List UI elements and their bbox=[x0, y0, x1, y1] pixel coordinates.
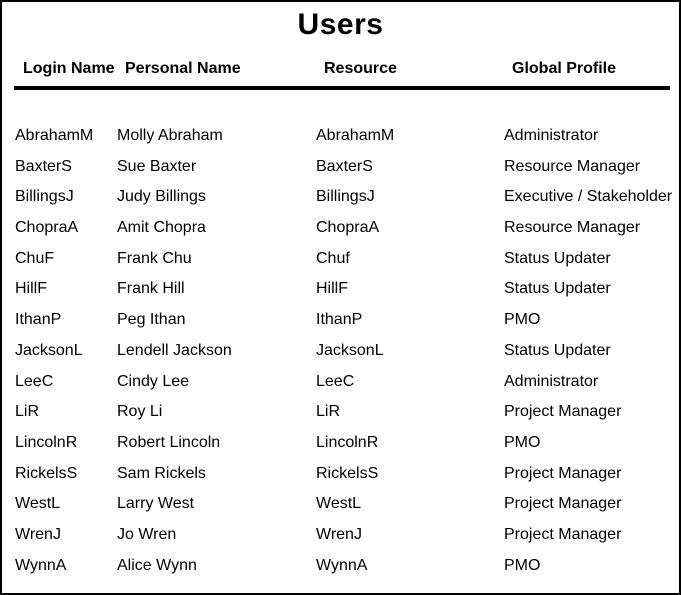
cell-resource: AbrahamM bbox=[316, 127, 395, 144]
cell-personal-name: Alice Wynn bbox=[117, 556, 197, 574]
cell-personal-name: Frank Hill bbox=[117, 280, 185, 298]
table-row bbox=[2, 428, 679, 459]
cell-global-profile: Status Updater bbox=[504, 341, 611, 359]
table-row bbox=[2, 213, 679, 244]
table-header-row bbox=[2, 59, 679, 79]
cell-global-profile: Project Manager bbox=[504, 464, 622, 482]
table-row bbox=[2, 367, 679, 398]
table-row bbox=[2, 520, 679, 551]
cell-personal-name: Amit Chopra bbox=[117, 219, 206, 237]
cell-personal-name: Jo Wren bbox=[117, 525, 177, 543]
cell-personal-name: Sue Baxter bbox=[117, 157, 197, 175]
table-row bbox=[2, 244, 679, 275]
cell-login-name: ChuF bbox=[15, 249, 55, 267]
column-header-resource: Resource bbox=[324, 60, 397, 77]
cell-global-profile: Status Updater bbox=[504, 280, 611, 298]
column-header-personal-name: Personal Name bbox=[125, 60, 241, 77]
cell-resource: WynnA bbox=[316, 556, 368, 574]
cell-personal-name: Molly Abraham bbox=[117, 127, 223, 144]
table-row bbox=[2, 152, 679, 183]
cell-login-name: AbrahamM bbox=[15, 127, 94, 144]
cell-personal-name: Cindy Lee bbox=[117, 372, 190, 390]
cell-resource: Chuf bbox=[316, 249, 350, 267]
cell-login-name: WynnA bbox=[15, 556, 67, 574]
cell-global-profile: Project Manager bbox=[504, 403, 622, 421]
table-row bbox=[2, 182, 679, 213]
table-body bbox=[2, 121, 679, 581]
cell-login-name: ChopraA bbox=[15, 219, 79, 237]
cell-personal-name: Frank Chu bbox=[117, 249, 192, 267]
cell-personal-name: Sam Rickels bbox=[117, 464, 206, 482]
cell-global-profile: PMO bbox=[504, 433, 541, 451]
cell-login-name: IthanP bbox=[15, 311, 62, 329]
cell-resource: WrenJ bbox=[316, 525, 362, 543]
page-title: Users bbox=[297, 8, 384, 41]
users-report-page bbox=[2, 7, 679, 581]
cell-resource: LincolnR bbox=[316, 433, 379, 451]
cell-login-name: LiR bbox=[15, 403, 40, 421]
table-row bbox=[2, 336, 679, 367]
cell-global-profile: Status Updater bbox=[504, 249, 611, 267]
table-row bbox=[2, 305, 679, 336]
cell-resource: HillF bbox=[316, 280, 348, 298]
cell-global-profile: PMO bbox=[504, 556, 541, 574]
cell-resource: BillingsJ bbox=[316, 188, 375, 206]
cell-login-name: HillF bbox=[15, 280, 47, 298]
cell-personal-name: Roy Li bbox=[117, 403, 163, 421]
cell-login-name: JacksonL bbox=[15, 341, 83, 359]
cell-resource: BaxterS bbox=[316, 157, 373, 175]
table-row bbox=[2, 121, 679, 152]
cell-resource: ChopraA bbox=[316, 219, 380, 237]
table-row bbox=[2, 459, 679, 490]
cell-resource: JacksonL bbox=[316, 341, 384, 359]
cell-personal-name: Lendell Jackson bbox=[117, 341, 232, 359]
cell-global-profile: PMO bbox=[504, 311, 541, 329]
cell-global-profile: Project Manager bbox=[504, 525, 622, 543]
cell-login-name: WestL bbox=[15, 495, 61, 513]
header-divider-rule bbox=[14, 86, 670, 90]
cell-global-profile: Administrator bbox=[504, 127, 599, 144]
cell-personal-name: Judy Billings bbox=[117, 188, 206, 206]
cell-personal-name: Larry West bbox=[117, 495, 195, 513]
column-header-global-profile: Global Profile bbox=[512, 60, 617, 77]
table-row bbox=[2, 274, 679, 305]
cell-resource: LiR bbox=[316, 403, 341, 421]
cell-resource: RickelsS bbox=[316, 464, 379, 482]
cell-login-name: LeeC bbox=[15, 372, 54, 390]
cell-login-name: LincolnR bbox=[15, 433, 78, 451]
cell-personal-name: Peg Ithan bbox=[117, 311, 186, 329]
table-row bbox=[2, 489, 679, 520]
cell-resource: IthanP bbox=[316, 311, 363, 329]
cell-login-name: WrenJ bbox=[15, 525, 61, 543]
column-header-login-name: Login Name bbox=[23, 60, 115, 77]
table-row bbox=[2, 397, 679, 428]
cell-resource: WestL bbox=[316, 495, 362, 513]
cell-login-name: BaxterS bbox=[15, 157, 72, 175]
cell-resource: LeeC bbox=[316, 372, 355, 390]
cell-global-profile: Resource Manager bbox=[504, 219, 641, 237]
cell-global-profile: Executive / Stakeholder bbox=[504, 188, 673, 206]
cell-global-profile: Project Manager bbox=[504, 495, 622, 513]
table-row bbox=[2, 551, 679, 582]
cell-global-profile: Administrator bbox=[504, 372, 599, 390]
cell-login-name: RickelsS bbox=[15, 464, 78, 482]
cell-personal-name: Robert Lincoln bbox=[117, 433, 221, 451]
cell-global-profile: Resource Manager bbox=[504, 157, 641, 175]
cell-login-name: BillingsJ bbox=[15, 188, 74, 206]
